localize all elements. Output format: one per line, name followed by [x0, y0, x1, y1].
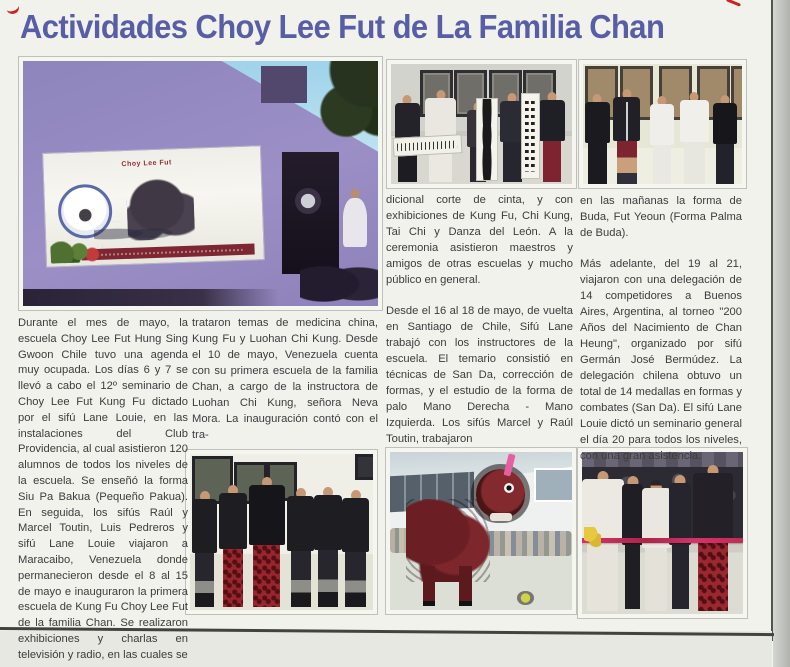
sign-address-strip [81, 244, 255, 261]
paragraph: Más adelante, del 19 al 21, viajaron con una delegación de 14 competidores a Buenos Aires, Argentina, al torneo "200 Años del Nacimiento de Chan Heung", organizado por sifú Germán José Bermúdez. La delegación chilena obtuvo un total de 14 medallas en formas y combates (San Da). El sifú Lane Louie dictó un seminario general el día 20 para todos los niveles, con una gran asistencia. [580, 258, 742, 462]
students-scene [190, 454, 373, 610]
person-black-uniform [613, 89, 640, 184]
lion-dance-photo [385, 447, 577, 615]
paragraph: en las mañanas la forma de Buda, Fut Yeoun (Forma Palma de Buda). [580, 195, 742, 239]
student [342, 490, 369, 607]
paragraph: trataron temas de medicina china, Kung Fu y Luohan Chi Kung. Desde el 10 de mayo, Venezuela cuenta con su primera escuela de la familia Chan, a cargo de la instructora de Luohan Chi Kung, señora Neva Mora. La inauguración contó con el tra- [192, 317, 378, 441]
storefront-scene [23, 61, 378, 306]
woman-white-uniform [642, 480, 671, 611]
student [192, 491, 218, 606]
red-pen-mark-right [726, 0, 741, 7]
student [287, 488, 314, 607]
window-reflections [93, 219, 185, 240]
student-flame-pants [249, 477, 286, 606]
person-black-uniform [713, 95, 737, 184]
shadow-strip [23, 289, 279, 306]
prop-on-floor [517, 591, 533, 605]
student [314, 487, 341, 607]
building-silhouette [261, 66, 307, 103]
paragraph: dicional corte de cinta, y con exhibiciones de Kung Fu, Chi Kung, Tai Chi y Danza del León. A la ceremonia asistieron maestros y amigos de otras escuelas y mucho público en general. [386, 194, 573, 286]
text-column-1 [18, 316, 188, 667]
masters-scene [583, 64, 742, 184]
text-column-2 [192, 315, 378, 458]
dancer-leg [423, 566, 436, 606]
masters-group-photo [578, 59, 747, 189]
calligraphy-scene [391, 64, 572, 184]
storefront-photo [18, 56, 383, 311]
calligraphy-group-photo [386, 59, 577, 189]
tree-foliage [318, 61, 378, 152]
school-sign-window [42, 145, 264, 267]
person-red-pants [539, 92, 564, 182]
ceremony-ribbon [582, 538, 743, 543]
person-white-uniform [650, 96, 674, 184]
horizontal-calligraphy-scroll [392, 134, 462, 156]
lion-head [476, 469, 525, 518]
lion-dance-scene [390, 452, 572, 610]
red-pen-mark-left [4, 0, 20, 16]
vertical-calligraphy-scroll [476, 98, 498, 182]
people-by-door [300, 257, 378, 306]
vertical-calligraphy-scroll [521, 93, 539, 179]
students-group-photo [185, 449, 378, 615]
scan-page-edge-line [771, 0, 773, 641]
window-plants [51, 240, 104, 264]
school-sign-text: Choy Lee Fut [121, 159, 173, 169]
paragraph: Desde el 16 al 18 de mayo, de vuelta en Santiago de Chile, Sifú Lane trabajó con los instructores de la escuela. El temario consistió en técnicas de San Da, corrección de formas, y el estudio de la forma de palo Mano Derecha - Mano Izquierda. Los sifús Marcel y Raúl Toutin, trabajaron [386, 305, 573, 445]
lion-body [406, 499, 490, 581]
window [534, 468, 572, 502]
dancer-leg [459, 566, 472, 606]
text-column-3 [386, 192, 573, 462]
scan-right-edge [773, 0, 790, 667]
person-white-uniform [680, 92, 709, 184]
student-flame-pants [219, 485, 246, 607]
door-emblem [295, 188, 321, 214]
person-white-shirt [343, 198, 368, 247]
text-column-4 [580, 193, 742, 479]
paragraph: Durante el mes de mayo, la escuela Choy Lee Fut Hung Sing Gwoon Chile tuvo una agenda muy ocupada. Los días 6 y 7 se llevó a cabo el 12º seminario de Choy Lee Fut Kung Fu dictado por el sifú Lane Louie, en las instalaciones del Club Providencia, al cual asistieron 120 alumnos de todos los niveles de la escuela. Se enseñó la forma Siu Pa Bakua (Pequeño Pakua). En seguida, los sifús Raúl y Marcel Toutin, Luis Pedreros y sifú Lane Louie viajaron a Maracaibo, Venezuela donde permanecieron desde el 8 al 15 de mayo e inauguraron la primera escuela de Kung Fu Choy Lee Fut de la familia Chan. Se realizaron exhibiciones y charlas en televisión y radio, en las cuales se [18, 317, 188, 661]
article-title: Actividades Choy Lee Fut de La Familia Chan [20, 8, 665, 46]
ribbon-bow [584, 527, 602, 548]
person-black-uniform [585, 94, 610, 184]
